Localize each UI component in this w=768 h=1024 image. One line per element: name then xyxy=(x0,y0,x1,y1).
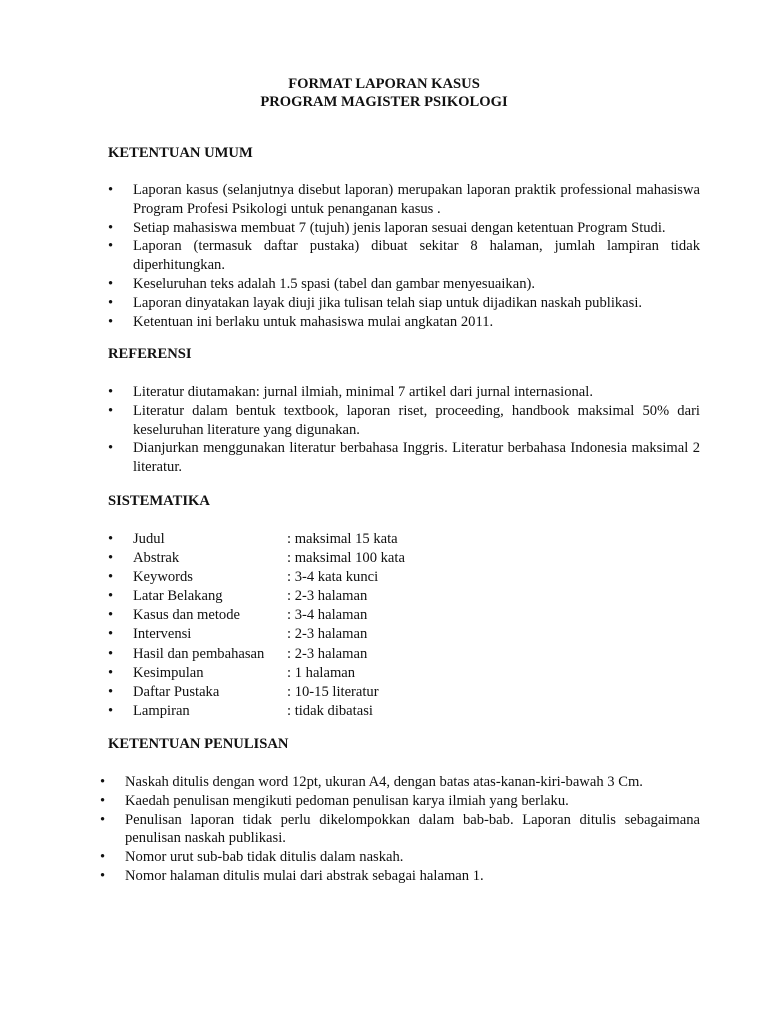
item-value: : 2-3 halaman xyxy=(287,645,368,662)
item-label: Latar Belakang xyxy=(133,588,223,605)
list-item xyxy=(108,181,700,219)
bullet-icon: • xyxy=(108,569,114,586)
bullet-icon: • xyxy=(100,774,106,790)
heading-ketentuan-penulisan: KETENTUAN PENULISAN xyxy=(108,736,289,752)
heading-ketentuan-umum: KETENTUAN UMUM xyxy=(108,145,253,161)
document-title: FORMAT LAPORAN KASUS xyxy=(288,76,480,92)
item-value: : maksimal 100 kata xyxy=(287,550,405,567)
item-text: Keseluruhan teks adalah 1.5 spasi (tabel dan gambar menyesuaikan). xyxy=(133,275,535,292)
item-text: Literatur diutamakan: jurnal ilmiah, minimal 7 artikel dari jurnal internasional. xyxy=(133,384,593,400)
list-item xyxy=(108,530,700,549)
bullet-icon: • xyxy=(108,550,114,567)
list-item xyxy=(108,383,700,402)
item-label: Kasus dan metode xyxy=(133,607,240,624)
item-label: Keywords xyxy=(133,569,193,586)
item-text: Laporan (termasuk daftar pustaka) dibuat sekitar 8 halaman, jumlah lampiran tidak diperhitungkan. xyxy=(133,238,700,274)
heading-referensi: REFERENSI xyxy=(108,346,192,362)
bullet-icon: • xyxy=(108,182,114,198)
bullet-icon: • xyxy=(108,588,114,605)
list-item xyxy=(108,313,700,332)
bullet-icon: • xyxy=(108,626,114,643)
list-item xyxy=(108,439,700,477)
item-value: : 10-15 literatur xyxy=(287,683,379,700)
item-text: Ketentuan ini berlaku untuk mahasiswa mulai angkatan 2011. xyxy=(133,313,494,330)
bullet-icon: • xyxy=(108,645,114,662)
list-sistematika xyxy=(108,530,700,721)
list-item xyxy=(108,606,700,625)
bullet-icon: • xyxy=(108,402,114,419)
item-label: Intervensi xyxy=(133,626,192,643)
item-value: : tidak dibatasi xyxy=(287,702,373,719)
item-text: Laporan kasus (selanjutnya disebut laporan) merupakan laporan praktik professional mahasiswa Program Profesi Psikologi untuk penanganan kasus . xyxy=(133,182,700,217)
list-item xyxy=(108,568,700,587)
list-item xyxy=(108,625,700,644)
list-item xyxy=(108,294,700,313)
item-value: : 3-4 halaman xyxy=(287,607,368,624)
item-value: : 2-3 halaman xyxy=(287,588,368,605)
item-text: Penulisan laporan tidak perlu dikelompokkan dalam bab-bab. Laporan ditulis sebagaimana penulisan naskah publikasi. xyxy=(125,811,700,847)
list-item xyxy=(108,645,700,664)
bullet-icon: • xyxy=(100,811,106,828)
list-item xyxy=(108,549,700,568)
item-label: Lampiran xyxy=(133,702,190,719)
bullet-icon: • xyxy=(108,607,114,624)
item-text: Literatur dalam bentuk textbook, laporan riset, proceeding, handbook maksimal 50% dari keseluruhan literature yang digunakan. xyxy=(133,402,700,438)
list-referensi xyxy=(108,383,700,477)
heading-sistematika: SISTEMATIKA xyxy=(108,493,210,509)
list-item xyxy=(100,848,700,867)
bullet-icon: • xyxy=(108,531,114,547)
bullet-icon: • xyxy=(108,384,114,400)
item-text: Dianjurkan menggunakan literatur berbahasa Inggris. Literatur berbahasa Indonesia maksimal 2 literatur. xyxy=(133,440,700,476)
list-item xyxy=(108,219,700,238)
bullet-icon: • xyxy=(108,683,114,700)
list-item xyxy=(108,683,700,702)
list-ketentuan-umum xyxy=(108,181,700,331)
bullet-icon: • xyxy=(108,664,114,681)
bullet-icon: • xyxy=(100,867,106,884)
bullet-icon: • xyxy=(108,702,114,719)
list-item xyxy=(108,402,700,440)
item-text: Kaedah penulisan mengikuti pedoman penulisan karya ilmiah yang berlaku. xyxy=(125,792,569,809)
item-value: : maksimal 15 kata xyxy=(287,531,398,547)
list-item xyxy=(108,702,700,721)
list-item xyxy=(100,867,700,886)
item-value: : 1 halaman xyxy=(287,664,356,681)
item-text: Nomor urut sub-bab tidak ditulis dalam naskah. xyxy=(125,849,404,866)
bullet-icon: • xyxy=(108,440,114,457)
item-label: Judul xyxy=(133,531,165,547)
list-item xyxy=(108,275,700,294)
list-item xyxy=(100,792,700,811)
list-item xyxy=(108,664,700,683)
item-text: Setiap mahasiswa membuat 7 (tujuh) jenis laporan sesuai dengan ketentuan Program Studi. xyxy=(133,219,666,236)
document-subtitle: PROGRAM MAGISTER PSIKOLOGI xyxy=(260,94,508,110)
bullet-icon: • xyxy=(100,792,106,809)
item-value: : 2-3 halaman xyxy=(287,626,368,643)
list-ketentuan-penulisan xyxy=(100,773,700,886)
bullet-icon: • xyxy=(108,313,114,330)
bullet-icon: • xyxy=(108,294,114,311)
item-label: Hasil dan pembahasan xyxy=(133,645,265,662)
item-value: : 3-4 kata kunci xyxy=(287,569,379,586)
item-text: Nomor halaman ditulis mulai dari abstrak sebagai halaman 1. xyxy=(125,867,484,884)
bullet-icon: • xyxy=(100,849,106,866)
bullet-icon: • xyxy=(108,219,114,236)
list-item xyxy=(100,773,700,792)
item-text: Naskah ditulis dengan word 12pt, ukuran A4, dengan batas atas-kanan-kiri-bawah 3 Cm. xyxy=(125,774,643,790)
list-item xyxy=(100,811,700,849)
item-label: Daftar Pustaka xyxy=(133,683,220,700)
item-text: Laporan dinyatakan layak diuji jika tulisan telah siap untuk dijadikan naskah publikasi. xyxy=(133,294,643,311)
list-item xyxy=(108,587,700,606)
item-label: Kesimpulan xyxy=(133,664,204,681)
bullet-icon: • xyxy=(108,275,114,292)
list-item xyxy=(108,237,700,275)
item-label: Abstrak xyxy=(133,550,180,567)
bullet-icon: • xyxy=(108,238,114,255)
